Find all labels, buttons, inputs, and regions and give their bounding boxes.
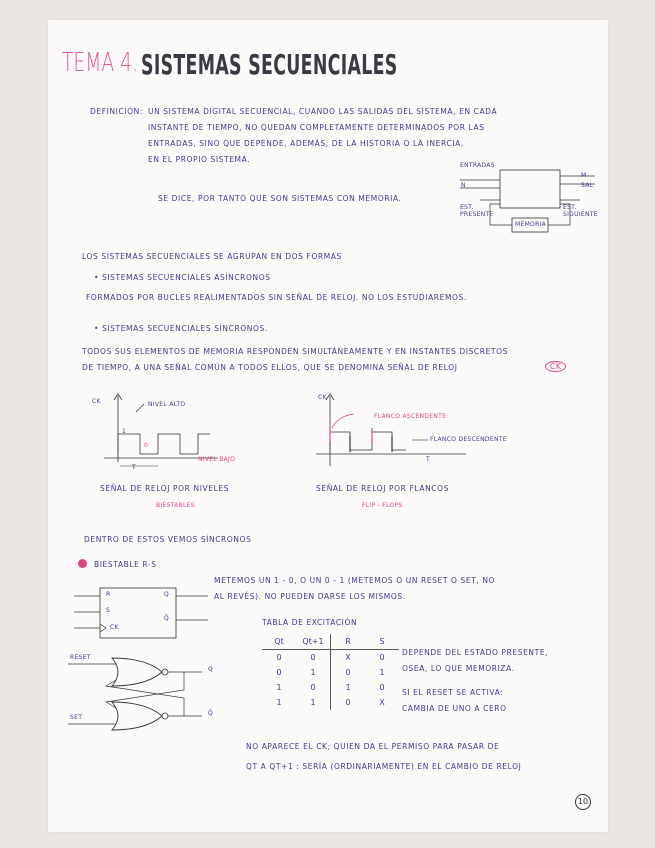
rs-block-symbol: [68, 584, 218, 644]
edge-caption: SEÑAL DE RELOJ POR FLANCOS: [316, 484, 449, 493]
level-one-label: 1: [122, 428, 127, 435]
rs-pin-qbar: Q̄: [164, 615, 170, 622]
table-row: [262, 665, 399, 680]
diagram-memory-label: MEMORIA: [515, 221, 547, 228]
sync-types-heading: DENTRO DE ESTOS VEMOS SÍNCRONOS: [84, 535, 252, 544]
excitation-note-4: CAMBIA DE UNO A CERO: [402, 704, 507, 713]
table-cell: X: [345, 653, 351, 662]
gate-qbar-label: Q̄: [208, 710, 214, 717]
level-low-label: NIVEL BAJO: [198, 456, 236, 463]
diagram-out-label: SAL: [581, 182, 594, 189]
level-high-label: NIVEL ALTO: [148, 401, 186, 408]
async-description: FORMADOS POR BUCLES REALIMENTADOS SIN SEÑAL DE RELOJ. NO LOS ESTUDIAREMOS.: [86, 293, 467, 302]
table-cell: 1: [276, 698, 282, 707]
diagram-present-label: EST. PRESENTE: [460, 204, 494, 218]
page-title: SISTEMAS SECUENCIALES: [141, 48, 398, 81]
diagram-n-label: N: [461, 182, 466, 189]
sync-title: • SISTEMAS SECUENCIALES SÍNCRONOS.: [94, 324, 268, 333]
rs-title: BIESTABLE R-S: [94, 560, 157, 569]
table-cell: 0: [296, 650, 331, 666]
falling-edge-label: FLANCO DESCENDENTE: [430, 436, 507, 443]
notebook-page: [48, 20, 608, 832]
diagram-inputs-label: ENTRADAS: [460, 162, 495, 169]
reset-label: RESET: [70, 654, 91, 661]
rs-pin-r: R: [106, 591, 111, 598]
definition-line-4: EN EL PROPIO SISTEMA.: [148, 155, 251, 164]
table-cell: 0: [345, 668, 351, 677]
table-cell: X: [379, 698, 385, 707]
table-cell: 0: [379, 683, 385, 692]
excitation-table: [262, 634, 399, 710]
header-qt1: Qt+1: [296, 634, 331, 650]
set-label: SET: [70, 714, 83, 721]
rising-edge-label: FLANCO ASCENDENTE: [374, 413, 447, 420]
excitation-note-3: SI EL RESET SE ACTIVA:: [402, 688, 504, 697]
definition-conclusion: SE DICE, POR TANTO QUE SON SISTEMAS CON MEMORIA.: [158, 194, 402, 203]
definition-line-2: INSTANTE DE TIEMPO, NO QUEDAN COMPLETAMENTE DETERMINADOS POR LAS: [148, 123, 485, 132]
rs-description-1: METEMOS UN 1 - 0, O UN 0 - 1 (METEMOS O UN RESET O SET, NO: [214, 576, 496, 585]
table-header-row: [262, 634, 399, 650]
ck-badge: CK: [545, 361, 566, 372]
diagram-next-label: EST. SIGUIENTE: [563, 204, 598, 218]
table-cell: 1: [296, 665, 331, 680]
table-cell: 0: [345, 698, 351, 707]
rs-pin-s: S: [106, 607, 111, 614]
sync-description-2: DE TIEMPO, A UNA SEÑAL COMÚN A TODOS ELLOS, QUE SE DENOMINA SEÑAL DE RELOJ: [82, 363, 458, 372]
footer-line-1: NO APARECE EL CK; QUIEN DA EL PERMISO PARA PASAR DE: [246, 742, 500, 751]
level-caption: SEÑAL DE RELOJ POR NIVELES: [100, 484, 230, 493]
excitation-title: TABLA DE EXCITACIÓN: [262, 618, 358, 627]
excitation-note-1: DEPENDE DEL ESTADO PRESENTE,: [402, 648, 549, 657]
table-row: [262, 650, 399, 666]
edge-t-label: T: [426, 456, 430, 463]
level-sub: BIESTABLES: [156, 502, 195, 509]
rs-pin-q: Q: [164, 591, 170, 598]
footer-line-2: QT A QT+1 : SERÍA (ORDINARIAMENTE) EN EL CAMBIO DE RELOJ: [246, 762, 522, 771]
table-cell: 1: [296, 695, 331, 710]
rs-pin-ck: CK: [110, 624, 119, 631]
bullet-icon: [78, 559, 87, 568]
table-cell: 1: [276, 683, 282, 692]
edge-clock-diagram: [316, 392, 476, 472]
header-r: R: [331, 634, 366, 650]
level-zero-label: 0: [144, 442, 149, 449]
table-row: [262, 695, 399, 710]
definition-line-1: UN SISTEMA DIGITAL SECUENCIAL, CUANDO LAS SALIDAS DEL SISTEMA, EN CADA: [148, 107, 498, 116]
async-title: • SISTEMAS SECUENCIALES ASÍNCRONOS: [94, 273, 271, 282]
edge-sub: FLIP - FLOPS: [362, 502, 403, 509]
level-ck-label: CK: [92, 398, 101, 405]
diagram-m-label: M: [581, 172, 587, 179]
page-number: 10: [575, 794, 591, 810]
excitation-note-2: OSEA, LO QUE MEMORIZA.: [402, 664, 515, 673]
sync-description-1: TODOS SUS ELEMENTOS DE MEMORIA RESPONDEN SIMULTÁNEAMENTE Y EN INSTANTES DISCRETOS: [82, 347, 508, 356]
header-qt: Qt: [262, 634, 296, 650]
edge-ck-label: CK: [318, 394, 327, 401]
definition-label: DEFINICIÓN:: [90, 107, 143, 116]
header-s: S: [365, 634, 399, 650]
chapter-number: TEMA 4.: [62, 48, 139, 78]
table-cell: 1: [345, 683, 351, 692]
table-row: [262, 680, 399, 695]
table-cell: 0: [379, 653, 385, 662]
table-cell: 0: [276, 668, 282, 677]
sequential-block-diagram: [460, 158, 610, 248]
gate-q-label: Q: [208, 666, 214, 673]
level-t-label: T: [132, 464, 136, 471]
table-cell: 1: [379, 668, 385, 677]
definition-line-3: ENTRADAS, SINO QUE DEPENDE, ADEMÁS, DE LA HISTORIA O LA INERCIA,: [148, 139, 464, 148]
groups-intro: LOS SISTEMAS SECUENCIALES SE AGRUPAN EN DOS FORMAS: [82, 252, 342, 261]
rs-nor-gates: [66, 650, 226, 742]
rs-description-2: AL REVÉS). NO PUEDEN DARSE LOS MISMOS.: [214, 592, 406, 601]
table-cell: 0: [296, 680, 331, 695]
table-cell: 0: [276, 653, 282, 662]
